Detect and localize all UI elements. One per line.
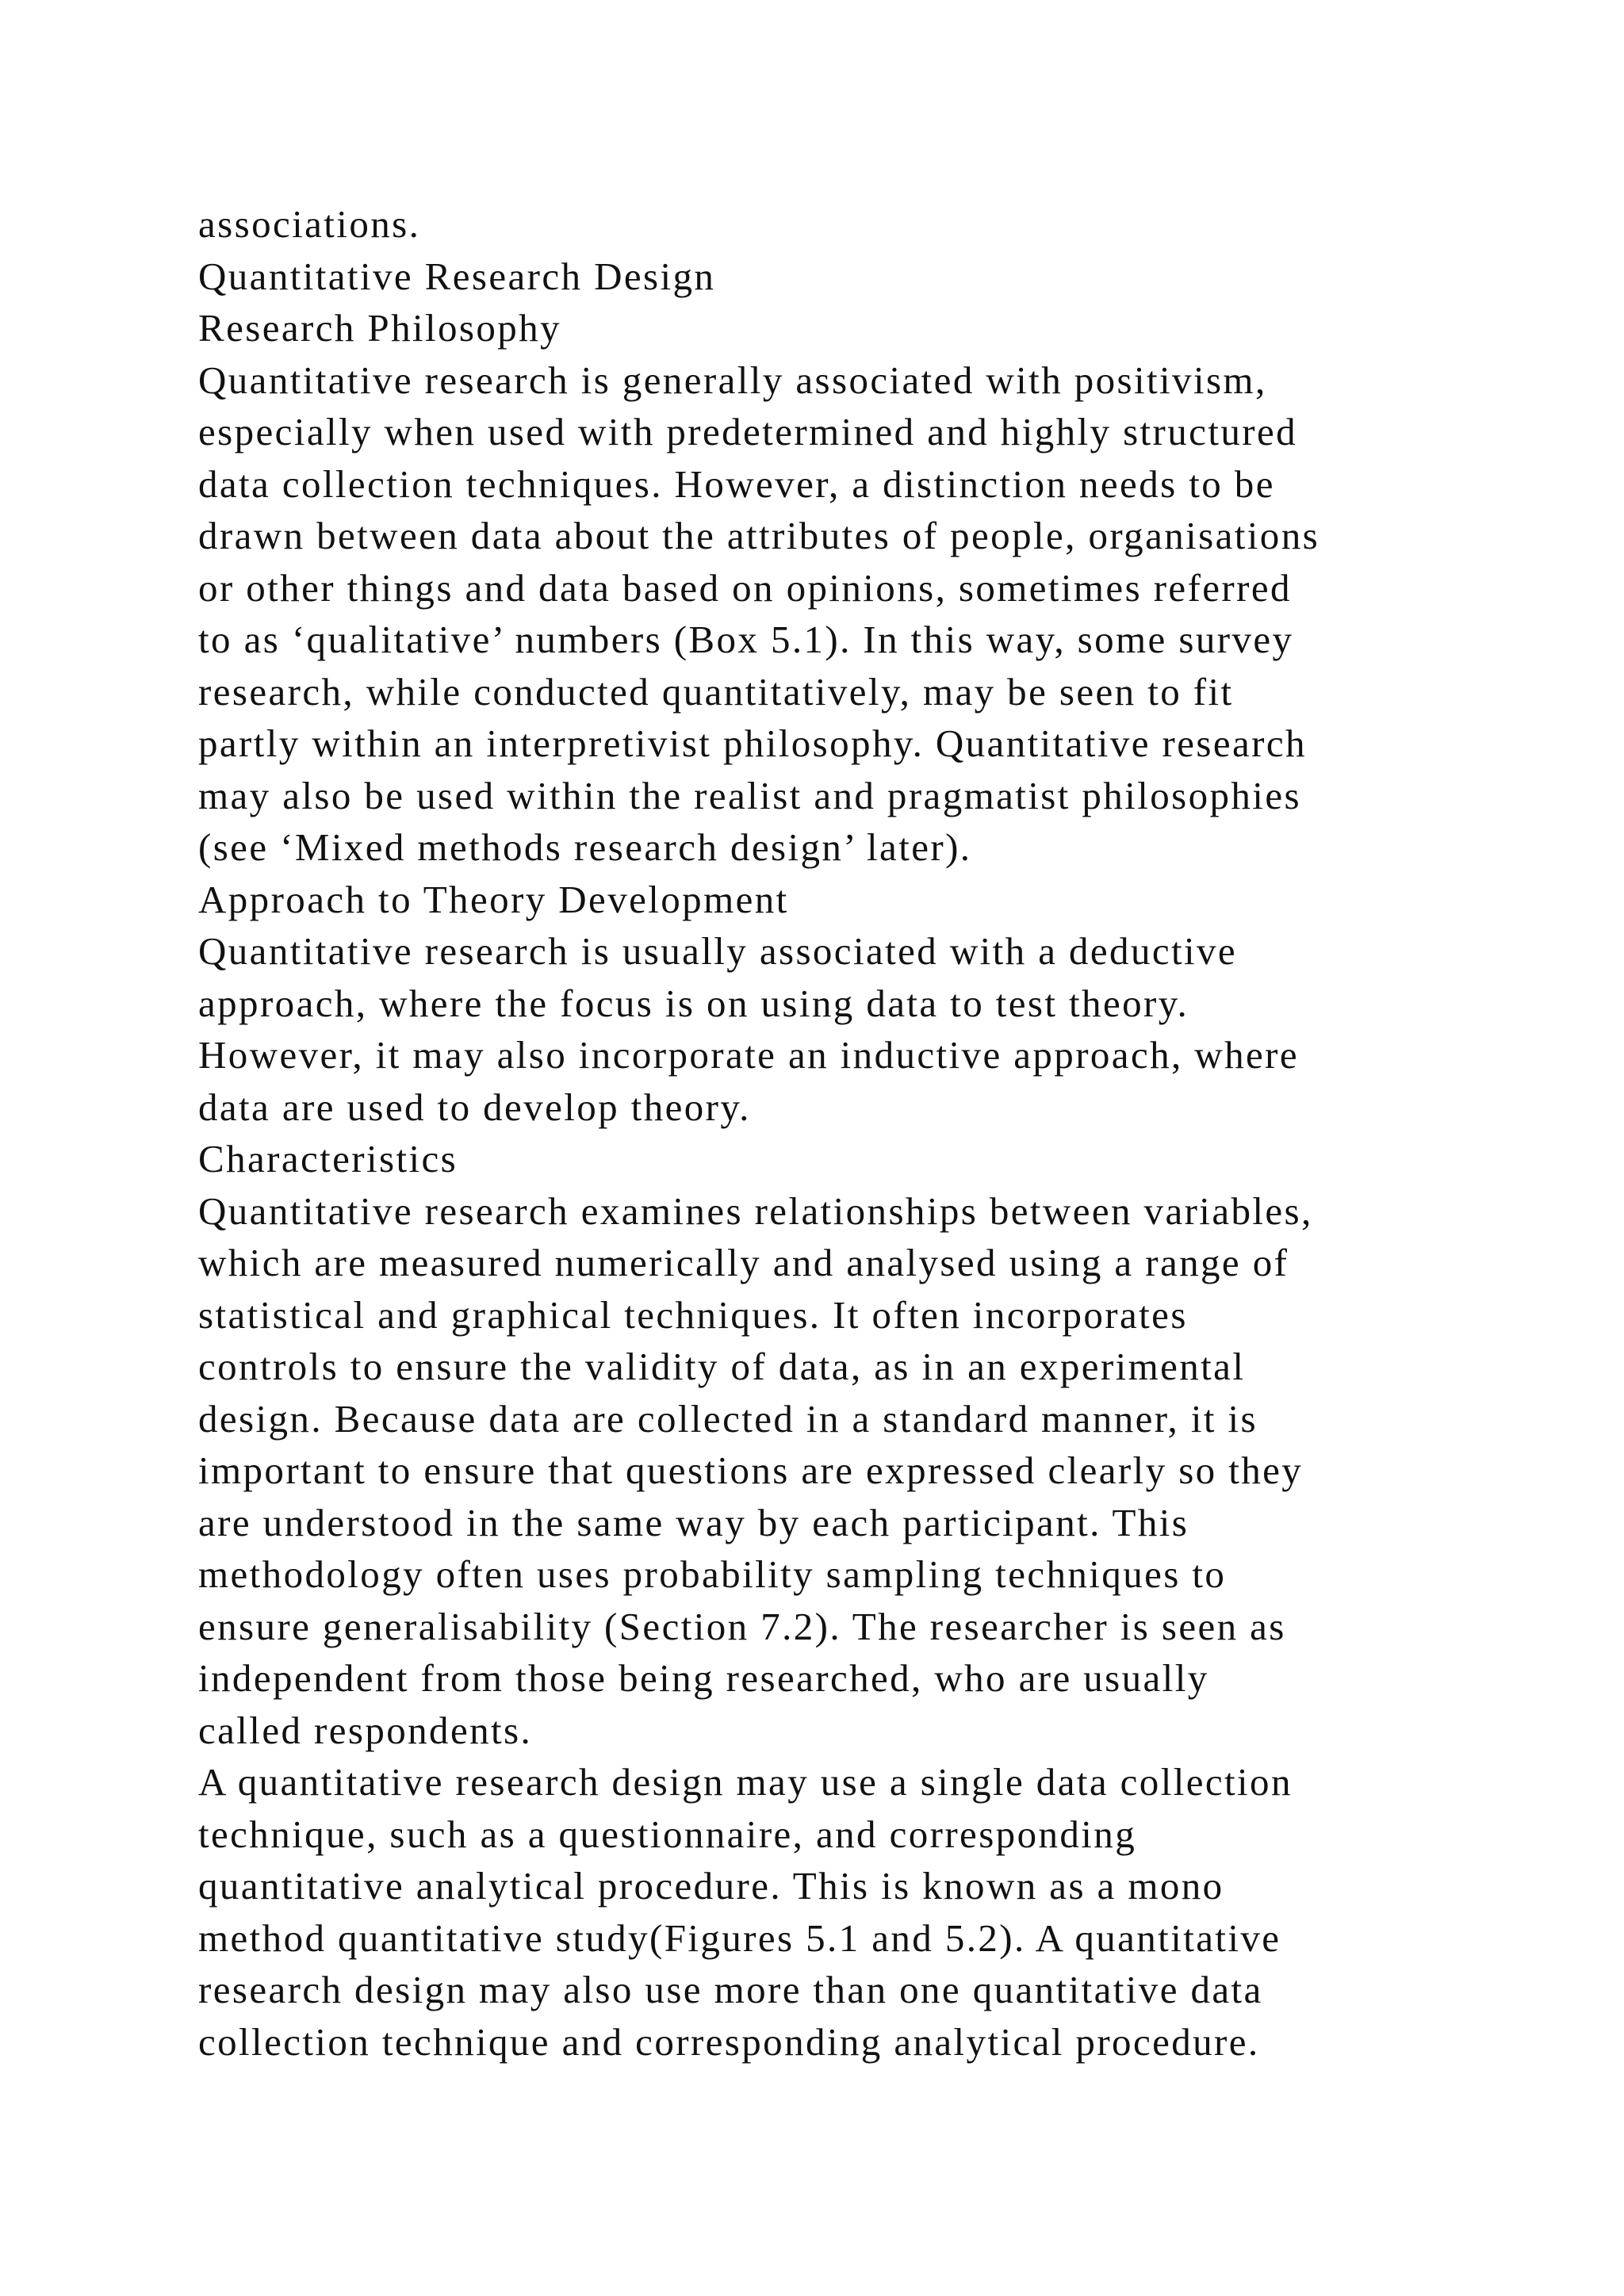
text-line: associations. bbox=[198, 202, 421, 246]
text-line: quantitative analytical procedure. This is known as a mono bbox=[198, 1864, 1224, 1908]
text-line: method quantitative study(Figures 5.1 and 5.2). A quantitative bbox=[198, 1915, 1281, 1960]
text-line: called respondents. bbox=[198, 1708, 533, 1752]
subsection-heading: Characteristics bbox=[198, 1137, 458, 1181]
text-line: methodology often uses probability sampling techniques to bbox=[198, 1552, 1227, 1596]
text-line: or other things and data based on opinions, sometimes referred bbox=[198, 565, 1292, 610]
text-line: research design may also use more than one quantitative data bbox=[198, 1968, 1263, 2011]
text-line: partly within an interpretivist philosophy. Quantitative research bbox=[198, 721, 1307, 765]
text-line: Quantitative research examines relationships between variables, bbox=[198, 1188, 1313, 1233]
text-line: independent from those being researched, who are usually bbox=[198, 1656, 1209, 1700]
subsection-heading: Approach to Theory Development bbox=[198, 877, 789, 921]
text-line: especially when used with predetermined and highly structured bbox=[198, 410, 1297, 453]
text-line: (see ‘Mixed methods research design’ later). bbox=[198, 825, 972, 869]
text-line: collection technique and corresponding analytical procedure. bbox=[198, 2019, 1260, 2064]
text-line: may also be used within the realist and pragmatist philosophies bbox=[198, 773, 1301, 817]
text-line: ensure generalisability (Section 7.2). The researcher is seen as bbox=[198, 1604, 1286, 1648]
text-line: data are used to develop theory. bbox=[198, 1085, 751, 1129]
text-line: important to ensure that questions are expressed clearly so they bbox=[198, 1448, 1304, 1492]
text-line: However, it may also incorporate an inductive approach, where bbox=[198, 1033, 1300, 1077]
text-line: design. Because data are collected in a standard manner, it is bbox=[198, 1396, 1258, 1441]
text-line: A quantitative research design may use a single data collection bbox=[198, 1760, 1293, 1804]
text-line: statistical and graphical techniques. It often incorporates bbox=[198, 1292, 1188, 1337]
text-line: controls to ensure the validity of data, as in an experimental bbox=[198, 1345, 1246, 1388]
text-line: approach, where the focus is on using data to test theory. bbox=[198, 981, 1189, 1025]
section-heading: Quantitative Research Design bbox=[198, 254, 716, 298]
document-page bbox=[198, 198, 1562, 2068]
text-line: research, while conducted quantitatively, may be seen to fit bbox=[198, 669, 1234, 714]
text-line: which are measured numerically and analysed using a range of bbox=[198, 1241, 1289, 1284]
text-line: data collection techniques. However, a distinction needs to be bbox=[198, 461, 1275, 506]
subsection-heading: Research Philosophy bbox=[198, 306, 561, 350]
text-line: Quantitative research is generally associated with positivism, bbox=[198, 358, 1267, 402]
text-line: drawn between data about the attributes of people, organisations bbox=[198, 514, 1320, 557]
text-line: Quantitative research is usually associated with a deductive bbox=[198, 929, 1238, 973]
text-line: are understood in the same way by each participant. This bbox=[198, 1500, 1189, 1544]
text-line: technique, such as a questionnaire, and corresponding bbox=[198, 1812, 1137, 1856]
text-line: to as ‘qualitative’ numbers (Box 5.1). In this way, some survey bbox=[198, 618, 1294, 661]
